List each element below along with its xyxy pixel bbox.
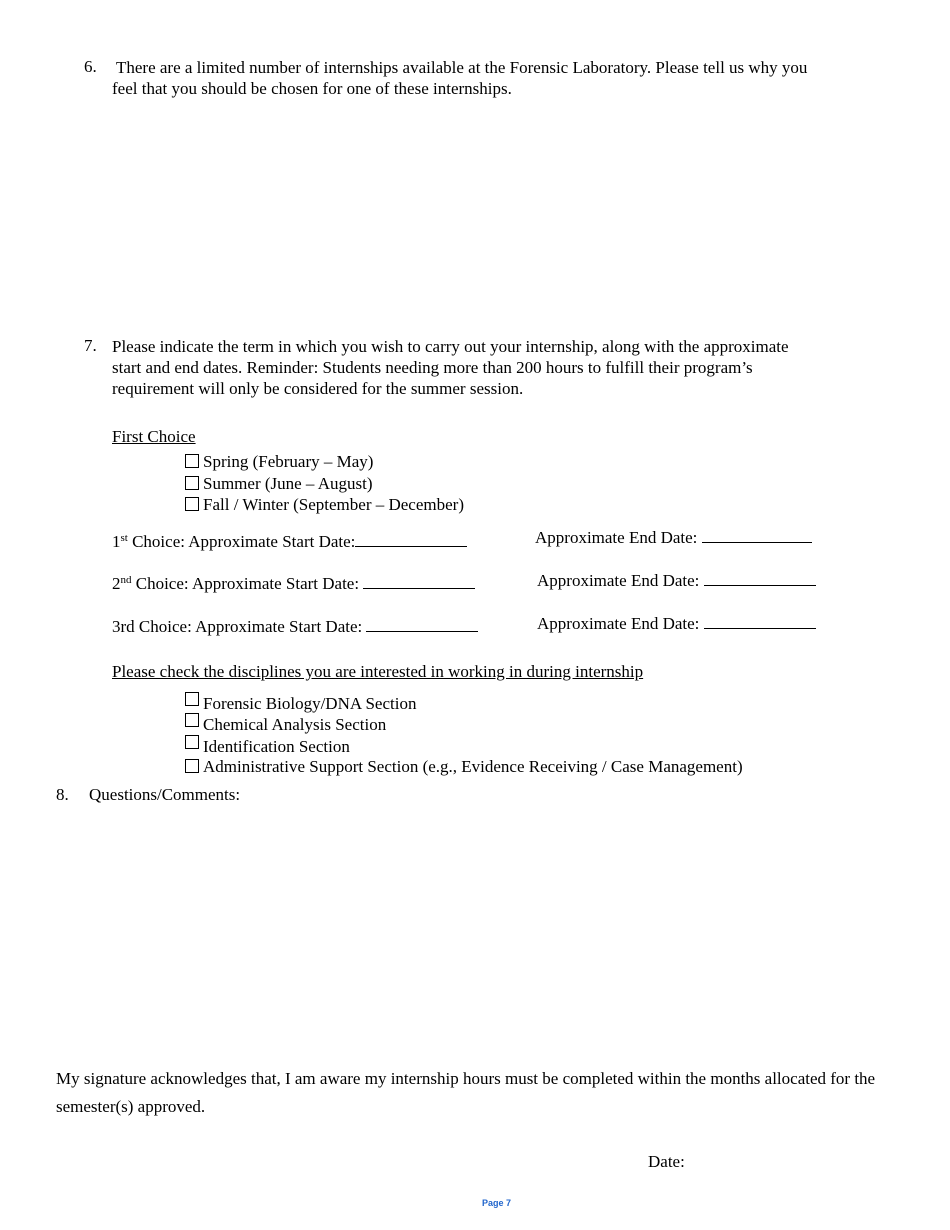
acknowledgement-text: My signature acknowledges that, I am aware my internship hours must be completed within the months allocated for the semester(s) approved. — [56, 1069, 876, 1116]
term-option-fall-winter[interactable] — [185, 495, 464, 515]
discipline-checkbox-chemical[interactable] — [185, 713, 199, 727]
discipline-checkbox-biology[interactable] — [185, 692, 199, 706]
q6-number: 6. — [84, 57, 97, 76]
end-date-label: Approximate End Date: — [537, 571, 700, 590]
q8-number: 8. — [56, 785, 69, 804]
end-date-label: Approximate End Date: — [537, 614, 700, 633]
discipline-option-biology[interactable] — [185, 692, 416, 714]
choice-3-start — [112, 617, 478, 637]
choice-1-end — [535, 528, 812, 548]
term-option-spring[interactable] — [185, 452, 373, 472]
choice-2-end — [537, 571, 816, 591]
choice-1-start — [112, 532, 467, 552]
q7-text: Please indicate the term in which you wish to carry out your internship, along with the approximate start and end dates. Reminder: Students needing more than 200 hours to fulfill their program’s requirement will only be considered for the summer session. — [112, 337, 789, 398]
discipline-label: Identification Section — [203, 737, 350, 756]
discipline-label: Administrative Support Section (e.g., Evidence Receiving / Case Management) — [203, 757, 743, 776]
term-label: Fall / Winter (September – December) — [203, 495, 464, 514]
end-date-field-1[interactable] — [702, 541, 812, 543]
q6-text: There are a limited number of internships available at the Forensic Laboratory. Please tell us why you feel that you should be chosen for one of these internships. — [112, 58, 808, 98]
choice-num: 2 — [112, 574, 121, 593]
term-checkbox-spring[interactable] — [185, 454, 199, 468]
end-date-field-2[interactable] — [704, 584, 816, 586]
choice-label: Choice: Approximate Start Date: — [131, 574, 360, 593]
end-date-field-3[interactable] — [704, 627, 816, 629]
term-checkbox-summer[interactable] — [185, 476, 199, 490]
term-option-summer[interactable] — [185, 474, 373, 494]
choice-label: Choice: Approximate Start Date: — [127, 532, 356, 551]
term-label: Summer (June – August) — [203, 474, 373, 493]
choice-label: Choice: Approximate Start Date: — [134, 617, 363, 636]
date-label: Date: — [648, 1152, 685, 1171]
choice-suffix: st — [120, 532, 128, 544]
first-choice-heading: First Choice — [112, 427, 196, 446]
choice-2-start — [112, 574, 475, 594]
term-label: Spring (February – May) — [203, 452, 374, 471]
disciplines-heading: Please check the disciplines you are interested in working in during internship — [112, 662, 644, 681]
choice-3-end — [537, 614, 816, 634]
discipline-checkbox-administrative[interactable] — [185, 759, 199, 773]
q7-number: 7. — [84, 336, 97, 355]
start-date-field-1[interactable] — [355, 545, 467, 547]
choice-num: 3rd — [112, 617, 135, 636]
q8-label: Questions/Comments: — [89, 785, 241, 804]
term-checkbox-fall-winter[interactable] — [185, 497, 199, 511]
discipline-label: Forensic Biology/DNA Section — [203, 694, 417, 713]
discipline-option-administrative[interactable] — [185, 757, 743, 777]
discipline-label: Chemical Analysis Section — [203, 715, 387, 734]
start-date-field-3[interactable] — [366, 630, 478, 632]
start-date-field-2[interactable] — [363, 587, 475, 589]
choice-suffix: nd — [120, 574, 132, 586]
discipline-checkbox-identification[interactable] — [185, 735, 199, 749]
discipline-option-identification[interactable] — [185, 735, 350, 757]
page-number: Page 7 — [481, 1198, 512, 1208]
choice-num: 1 — [112, 532, 121, 551]
discipline-option-chemical[interactable] — [185, 713, 386, 735]
end-date-label: Approximate End Date: — [535, 528, 698, 547]
